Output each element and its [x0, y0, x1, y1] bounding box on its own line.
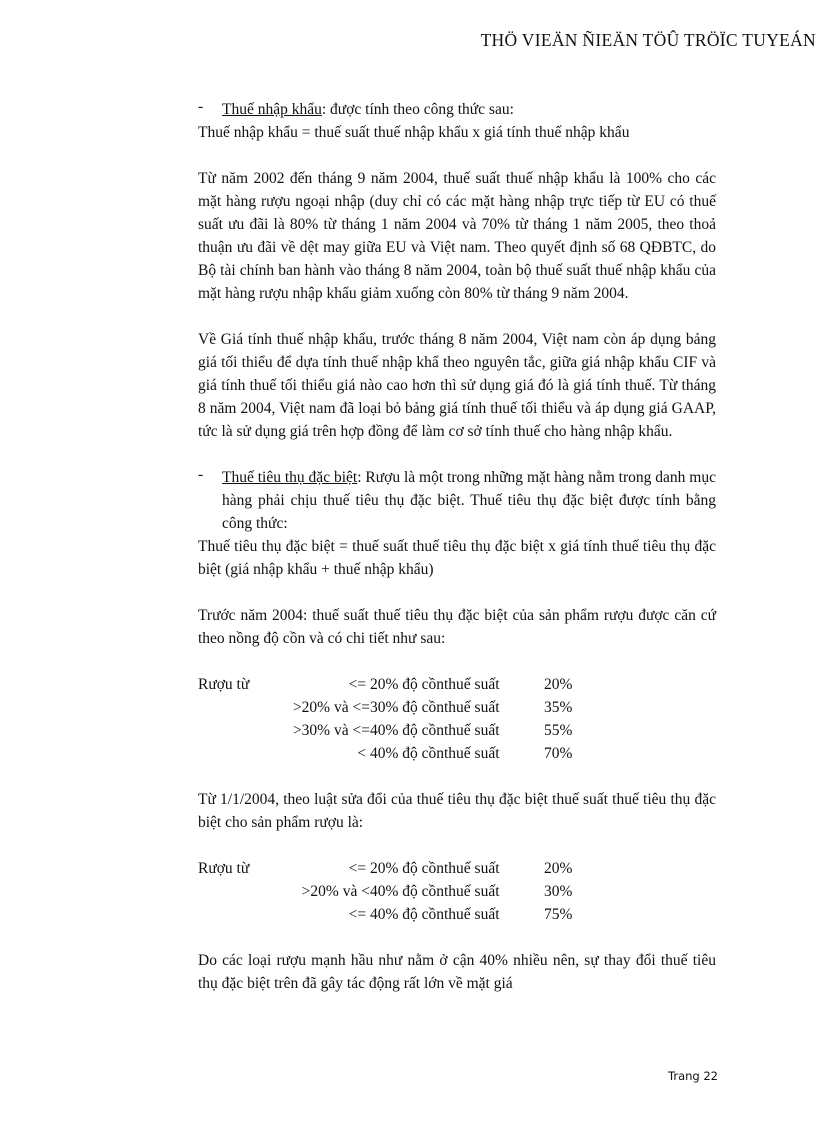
- row-condition: <= 20% độ cồn: [348, 676, 444, 693]
- impact-paragraph: Do các loại rượu mạnh hầu như nằm ở cận 40% nhiều nên, sự thay đổi thuế tiêu thụ đặc biệt trên đã gây tác động rất lớn về mặt giá: [198, 952, 716, 992]
- row-label: thuế suất: [444, 676, 500, 693]
- excise-tax-bullet: [198, 466, 716, 535]
- row-label: thuế suất: [444, 745, 500, 762]
- row-rate: 35%: [544, 699, 573, 716]
- row-label: thuế suất: [444, 722, 500, 739]
- row-rate: 30%: [544, 883, 573, 900]
- row-rate: 75%: [544, 906, 573, 923]
- bullet-dash: -: [198, 466, 204, 483]
- row-prefix: Rượu từ: [198, 676, 250, 693]
- row-rate: 55%: [544, 722, 573, 739]
- before-2004-paragraph: Trước năm 2004: thuế suất thuế tiêu thụ đặc biệt của sản phẩm rượu được căn cứ theo nồng độ cồn và có chi tiết như sau:: [198, 607, 716, 647]
- table-row: [198, 857, 604, 880]
- import-tax-bullet: [198, 98, 716, 121]
- row-prefix: [198, 903, 252, 926]
- row-condition: >20% và <40% độ cồn: [301, 883, 444, 900]
- import-rate-paragraph: Từ năm 2002 đến tháng 9 năm 2004, thuế suất thuế nhập khẩu là 100% cho các mặt hàng rượu ngoại nhập (duy chỉ có các mặt hàng nhập trực tiếp từ EU có thuế suất ưu đãi là 80% từ tháng 1 năm 2004 và 70% từ tháng 1 năm 2005, theo thoả thuận ưu đãi về dệt may giữa EU và Việt nam. Theo quyết định số 68 QĐBTC, do Bộ tài chính ban hành vào tháng 8 năm 2004, toàn bộ thuế suất thuế nhập khẩu của mặt hàng rượu nhập khẩu giảm xuống còn 80% từ tháng 9 năm 2004.: [198, 170, 716, 302]
- row-label: thuế suất: [444, 883, 500, 900]
- import-tax-heading-rest: : được tính theo công thức sau:: [321, 101, 514, 118]
- page-number: Trang 22: [668, 1069, 718, 1083]
- excise-tax-heading: Thuế tiêu thụ đặc biệt: [222, 469, 358, 486]
- import-tax-formula: Thuế nhập khẩu = thuế suất thuế nhập khẩu x giá tính thuế nhập khẩu: [198, 124, 630, 141]
- import-price-paragraph: Về Giá tính thuế nhập khẩu, trước tháng 8 năm 2004, Việt nam còn áp dụng bảng giá tối thiểu để dựa tính thuế nhập khẩ theo nguyên tắc, giữa giá nhập khẩu CIF và giá tính thuế tối thiểu giá nào cao hơn thì sử dụng giá đó là giá tính thuế. Từ tháng 8 năm 2004, Việt nam đã loại bỏ bảng giá tính thuế tối thiểu và áp dụng giá GAAP, tức là sử dụng giá trên hợp đồng để làm cơ sở tính thuế cho hàng nhập khẩu.: [198, 331, 716, 440]
- row-condition: >20% và <=30% độ cồn: [292, 699, 444, 716]
- excise-tax-formula: Thuế tiêu thụ đặc biệt = thuế suất thuế tiêu thụ đặc biệt x giá tính thuế tiêu thụ đặc biệt (giá nhập khẩu + thuế nhập khẩu): [198, 538, 716, 578]
- row-condition: <= 40% độ cồn: [348, 906, 444, 923]
- table-row: [198, 880, 604, 903]
- row-condition: <= 20% độ cồn: [348, 860, 444, 877]
- row-rate: 20%: [544, 676, 573, 693]
- row-prefix: Rượu từ: [198, 860, 250, 877]
- table-row: [198, 742, 604, 765]
- row-rate: 70%: [544, 745, 573, 762]
- document-body: [198, 98, 716, 995]
- page-header-title: THÖ VIEÄN ÑIEÄN TÖÛ TRÖÏC TUYEÁN: [480, 30, 816, 50]
- table-row: [198, 903, 604, 926]
- table-row: [198, 696, 604, 719]
- row-condition: < 40% độ cồn: [357, 745, 444, 762]
- row-label: thuế suất: [444, 906, 500, 923]
- row-label: thuế suất: [444, 699, 500, 716]
- row-rate: 20%: [544, 860, 573, 877]
- row-label: thuế suất: [444, 860, 500, 877]
- table-row: [198, 673, 604, 696]
- from-2004-paragraph: Từ 1/1/2004, theo luật sửa đổi của thuế tiêu thụ đặc biệt thuế suất thuế tiêu thụ đặc biệt cho sản phẩm rượu là:: [198, 791, 716, 831]
- import-tax-heading: Thuế nhập khẩu: [222, 101, 322, 118]
- rate-table-before-2004: [198, 673, 604, 765]
- row-condition: >30% và <=40% độ cồn: [292, 722, 444, 739]
- bullet-dash: -: [198, 98, 204, 115]
- excise-tax-heading-rest: : Rượu là một trong những mặt hàng nằm trong danh mục hàng phải chịu thuế tiêu thụ đặc biệt. Thuế tiêu thụ đặc biệt được tính bằng công thức:: [222, 469, 716, 532]
- row-prefix: [198, 696, 252, 719]
- rate-table-from-2004: [198, 857, 604, 926]
- table-row: [198, 719, 604, 742]
- row-prefix: [198, 719, 252, 742]
- row-prefix: [198, 880, 252, 903]
- row-prefix: [198, 742, 252, 765]
